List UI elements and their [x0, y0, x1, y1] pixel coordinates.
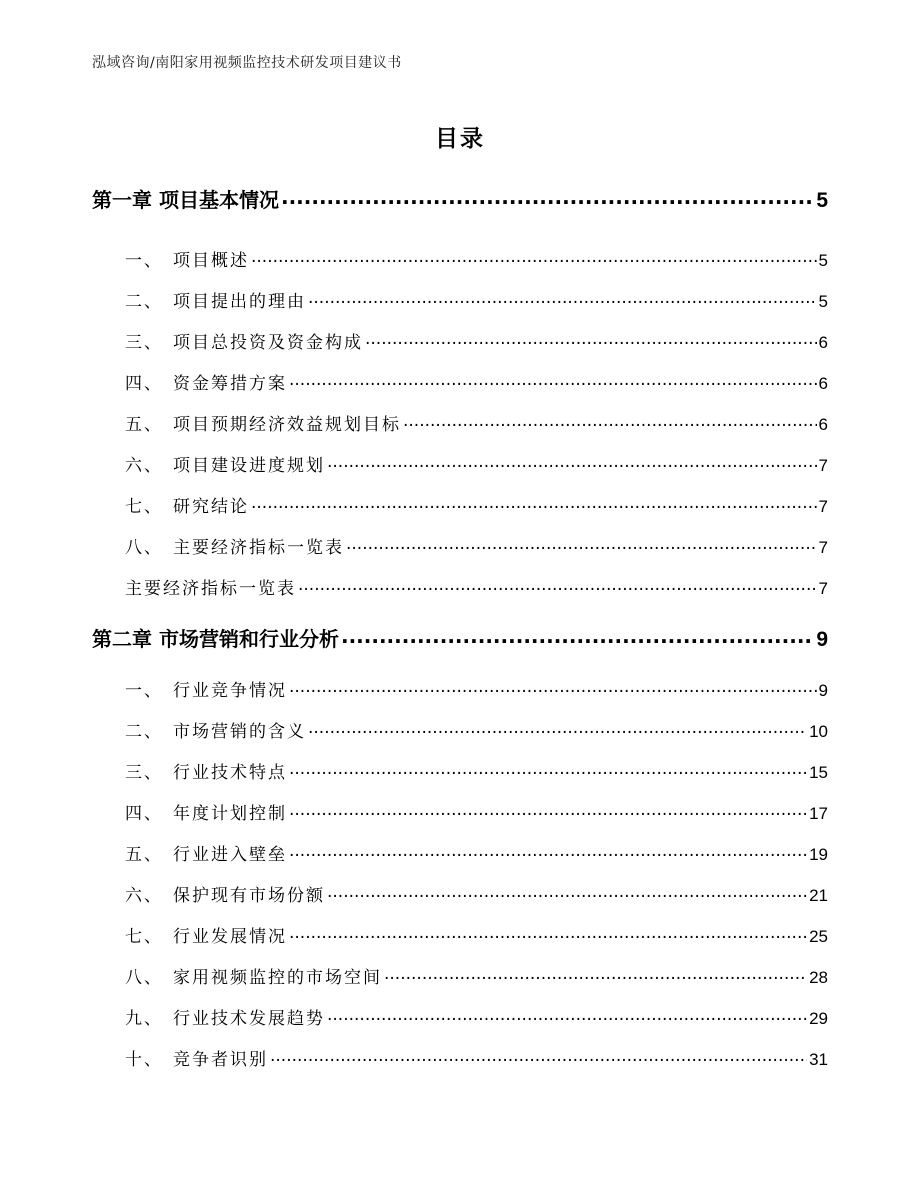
toc-section-1-1[interactable] [125, 246, 828, 271]
dot-leader [327, 454, 817, 471]
dot-leader [327, 1007, 807, 1024]
toc-section-label: 行业技术发展趋势 [173, 1009, 325, 1029]
toc-section-number: 五、 [125, 415, 163, 435]
toc-chapter-label: 第二章 市场营销和行业分析 [92, 627, 339, 651]
toc-section-2-10[interactable] [125, 1045, 828, 1070]
dot-leader [281, 187, 814, 207]
toc-chapter-2[interactable] [92, 623, 828, 652]
dot-leader [251, 249, 817, 266]
toc-page-number: 6 [818, 374, 828, 393]
running-header: 泓域咨询/南阳家用视频监控技术研发项目建议书 [92, 55, 402, 71]
toc-section-1-5[interactable] [125, 410, 828, 435]
toc-section-number: 八、 [125, 538, 163, 558]
toc-section-number: 十、 [125, 1050, 163, 1070]
toc-section-1-3[interactable] [125, 328, 828, 353]
toc-section-label: 主要经济指标一览表 [173, 538, 344, 558]
toc-section-label: 年度计划控制 [173, 804, 287, 824]
toc-section-number: 九、 [125, 1009, 163, 1029]
toc-section-label: 行业竞争情况 [173, 681, 287, 701]
toc-page-number: 28 [809, 968, 828, 987]
toc-section-label: 项目建设进度规划 [173, 456, 325, 476]
toc-section-label: 研究结论 [173, 497, 249, 517]
page-title: 目录 [435, 126, 485, 152]
dot-leader [289, 925, 807, 942]
toc-section-number: 七、 [125, 497, 163, 517]
dot-leader [270, 1048, 807, 1065]
dot-leader [403, 413, 817, 430]
toc-section-label: 项目预期经济效益规划目标 [173, 415, 401, 435]
toc-section-number: 一、 [125, 251, 163, 271]
toc-section-label: 竞争者识别 [173, 1050, 268, 1070]
toc-page-number: 5 [816, 189, 828, 212]
toc-section-label: 项目概述 [173, 251, 249, 271]
toc-page-number: 9 [818, 681, 828, 700]
dot-leader [289, 679, 817, 696]
toc-section-1-8[interactable] [125, 533, 828, 558]
toc-section-label: 资金筹措方案 [173, 374, 287, 394]
dot-leader [289, 802, 807, 819]
toc-section-number: 三、 [125, 763, 163, 783]
dot-leader [308, 290, 817, 307]
toc-page-number: 7 [818, 579, 828, 598]
toc-section-label: 市场营销的含义 [173, 722, 306, 742]
toc-page-number: 6 [818, 415, 828, 434]
toc-section-number: 八、 [125, 968, 163, 988]
toc-section-1-6[interactable] [125, 451, 828, 476]
toc-page-number: 5 [818, 251, 828, 270]
toc-section-number: 一、 [125, 681, 163, 701]
toc-page-number: 31 [809, 1050, 828, 1069]
toc-section-2-6[interactable] [125, 881, 828, 906]
dot-leader [346, 536, 817, 553]
toc-section-number: 五、 [125, 845, 163, 865]
toc-section-2-3[interactable] [125, 758, 828, 783]
toc-section-1-7[interactable] [125, 492, 828, 517]
toc-section-2-2[interactable] [125, 717, 828, 742]
toc-section-label: 行业发展情况 [173, 927, 287, 947]
toc-section-label: 保护现有市场份额 [173, 886, 325, 906]
toc-chapter-label: 第一章 项目基本情况 [92, 188, 279, 212]
toc-page-number: 19 [809, 845, 828, 864]
dot-leader [384, 966, 807, 983]
toc-section-1-4[interactable] [125, 369, 828, 394]
toc-section-number: 七、 [125, 927, 163, 947]
toc-page-number: 7 [818, 538, 828, 557]
toc-page-number: 9 [816, 628, 828, 651]
toc-page-number: 17 [809, 804, 828, 823]
dot-leader [341, 626, 814, 646]
toc-page-number: 6 [818, 333, 828, 352]
toc-section-2-8[interactable] [125, 963, 828, 988]
toc-page-number: 7 [818, 456, 828, 475]
dot-leader [289, 843, 807, 860]
dot-leader [308, 720, 807, 737]
toc-section-number: 三、 [125, 333, 163, 353]
toc-section-label: 项目提出的理由 [173, 292, 306, 312]
toc-page-number: 10 [809, 722, 828, 741]
dot-leader [289, 761, 807, 778]
toc-section-2-4[interactable] [125, 799, 828, 824]
toc-section-label: 行业进入壁垒 [173, 845, 287, 865]
toc-section-2-5[interactable] [125, 840, 828, 865]
toc-page-number: 7 [818, 497, 828, 516]
toc-page-number: 21 [809, 886, 828, 905]
toc-section-label: 主要经济指标一览表 [125, 579, 296, 599]
toc-section-number: 二、 [125, 292, 163, 312]
toc-section-2-9[interactable] [125, 1004, 828, 1029]
toc-section-number: 六、 [125, 456, 163, 476]
toc-section-1-2[interactable] [125, 287, 828, 312]
toc-page-number: 29 [809, 1009, 828, 1028]
toc-section-label: 家用视频监控的市场空间 [173, 968, 382, 988]
toc-section-label: 行业技术特点 [173, 763, 287, 783]
dot-leader [327, 884, 807, 901]
toc-page-number: 5 [818, 292, 828, 311]
toc-section-label: 项目总投资及资金构成 [173, 333, 363, 353]
toc-section-2-1[interactable] [125, 676, 828, 701]
dot-leader [298, 577, 817, 594]
dot-leader [251, 495, 817, 512]
dot-leader [365, 331, 817, 348]
toc-section-2-7[interactable] [125, 922, 828, 947]
toc-section-number: 四、 [125, 374, 163, 394]
toc-page-number: 25 [809, 927, 828, 946]
toc-section-number: 六、 [125, 886, 163, 906]
dot-leader [289, 372, 817, 389]
toc-section-number: 二、 [125, 722, 163, 742]
toc-page-number: 15 [809, 763, 828, 782]
toc-section-number: 四、 [125, 804, 163, 824]
toc-section-1-table[interactable] [125, 574, 828, 599]
toc-chapter-1[interactable] [92, 184, 828, 213]
